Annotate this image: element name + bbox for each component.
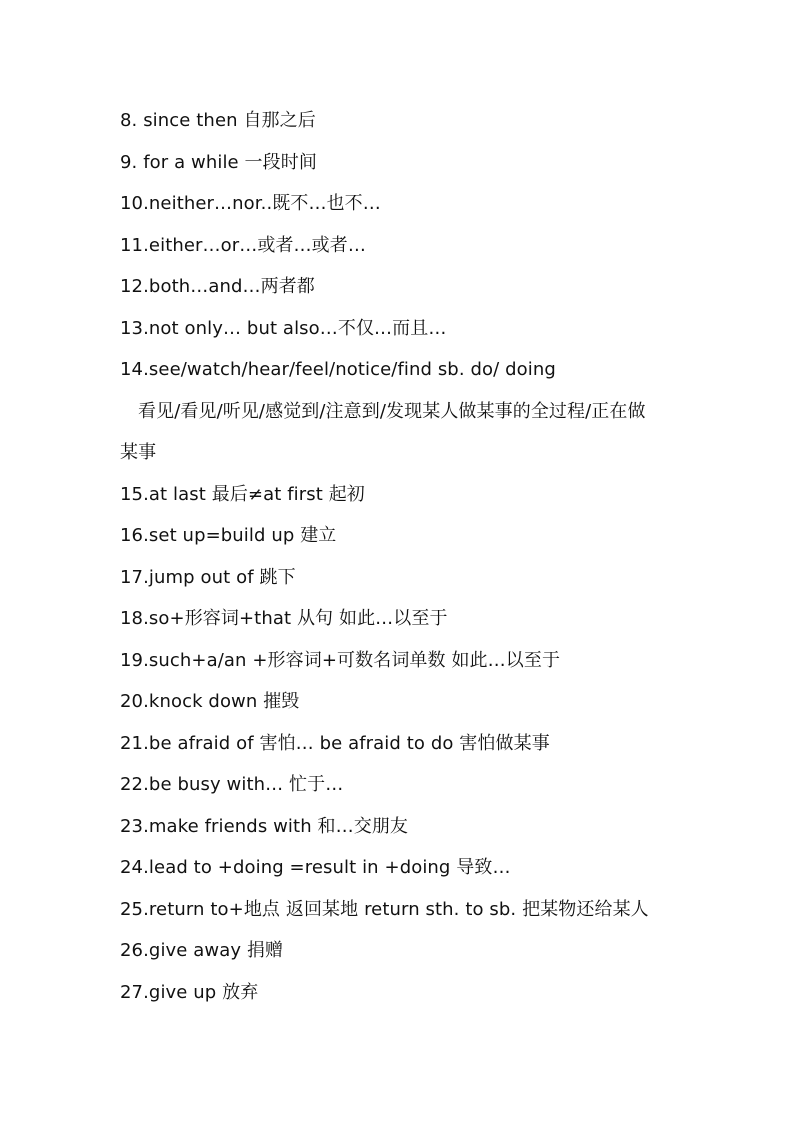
phrase-item-14-meaning-line-2: 某事 — [120, 442, 157, 463]
phrase-item-14: 14.see/watch/hear/feel/notice/find sb. do/ doing — [120, 359, 556, 380]
phrase-item-10: 10.neither…nor..既不…也不… — [120, 193, 381, 214]
phrase-item-13: 13.not only… but also…不仅…而且… — [120, 317, 447, 339]
phrase-item-16: 16.set up=build up 建立 — [120, 525, 337, 546]
phrase-item-15: 15.at last 最后≠at first 起初 — [120, 483, 365, 505]
phrase-item-12: 12.both…and…两者都 — [120, 276, 315, 297]
phrase-item-26: 26.give away 捐赠 — [120, 940, 284, 961]
phrase-item-17: 17.jump out of 跳下 — [120, 566, 296, 588]
phrase-item-23: 23.make friends with 和…交朋友 — [120, 815, 409, 837]
phrase-item-27: 27.give up 放弃 — [120, 981, 259, 1003]
phrase-item-20: 20.knock down 摧毁 — [120, 691, 300, 712]
phrase-item-21: 21.be afraid of 害怕… be afraid to do 害怕做某事 — [120, 732, 550, 754]
phrase-item-22: 22.be busy with… 忙于… — [120, 774, 344, 795]
phrase-item-8: 8. since then 自那之后 — [120, 110, 316, 131]
phrase-item-25: 25.return to+地点 返回某地 return sth. to sb. 把某物还给某人 — [120, 898, 649, 920]
phrase-item-24: 24.lead to +doing =result in +doing 导致… — [120, 857, 511, 878]
phrase-item-18: 18.so+形容词+that 从句 如此…以至于 — [120, 608, 448, 629]
phrase-list — [120, 100, 690, 1013]
phrase-item-9: 9. for a while 一段时间 — [120, 151, 317, 173]
phrase-item-11: 11.either…or…或者…或者… — [120, 234, 366, 256]
phrase-item-19: 19.such+a/an +形容词+可数名词单数 如此…以至于 — [120, 649, 561, 671]
phrase-item-14-meaning-line-1: 看见/看见/听见/感觉到/注意到/发现某人做某事的全过程/正在做 — [138, 400, 646, 422]
